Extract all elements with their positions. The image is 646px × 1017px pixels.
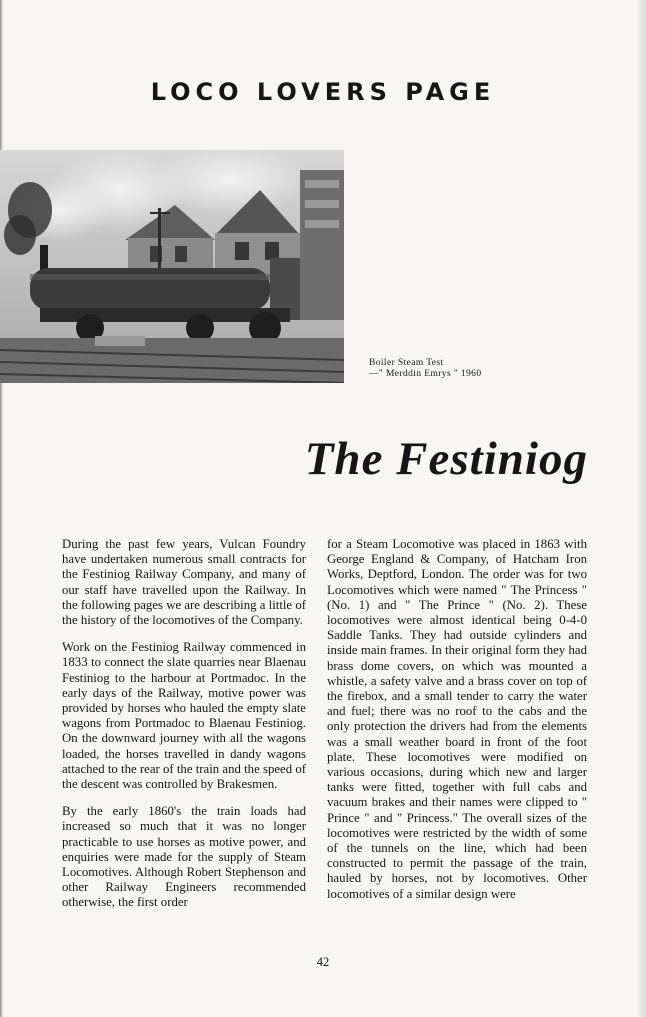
page-edge — [638, 0, 646, 1017]
paragraph: During the past few years, Vulcan Foundry have undertaken numerous small contracts for the Festiniog Railway Company, and many of our staff have travelled upon the Railway. In the following pages we are describing a little of the history of the locomotives of the Company. — [62, 537, 306, 628]
caption-line: —" Merddin Emrys " 1960 — [369, 369, 482, 379]
section-header: LOCO LOVERS PAGE — [150, 78, 496, 106]
locomotive-photo — [0, 150, 344, 383]
paragraph: By the early 1860's the train loads had increased so much that it was no longer practicable to use horses as motive power, and enquiries were made for the supply of Steam Locomotives. Although Robert Stephenson and other Railway Engineers recommended otherwise, the first order — [62, 804, 306, 910]
article-title: The Festiniog — [304, 433, 588, 485]
caption-line: Boiler Steam Test — [369, 358, 444, 368]
paragraph: Work on the Festiniog Railway commenced in 1833 to connect the slate quarries near Blaenau Festiniog to the harbour at Portmadoc. In the early days of the Railway, motive power was provided by horses who hauled the empty slate wagons from Portmadoc to Blaenau Festiniog. On the downward journey with all the wagons loaded, the horses travelled in dandy wagons attached to the rear of the train and the speed of the descent was controlled by Brakesmen. — [62, 640, 306, 792]
page-number: 42 — [316, 955, 330, 969]
article-column-right — [327, 537, 587, 914]
photo-caption — [369, 358, 569, 380]
article-column-left — [62, 537, 306, 923]
paragraph: for a Steam Locomotive was placed in 1863 with George England & Company, of Hatcham Iron Works, Deptford, London. The order was for two Locomotives which were named " The Princess " (No. 1) and " The Prince " (No. 2). These locomotives were almost identical being 0-4-0 Saddle Tanks. They had outside cylinders and inside main frames. In their original form they had brass dome covers, on which was mounted a whistle, a safety valve and a brass cover on top of the firebox, and a small tender to carry the water and fuel; there was no roof to the cabs and the only protection the drivers had from the elements was a small weather board in front of the foot plate. These locomotives were modified on various occasions, during which new and larger tanks were fitted, together with full cabs and vacuum brakes and their names were clipped to " Prince " and " Princess." The overall sizes of the locomotives were restricted by the width of some of the tunnels on the line, which had been constructed to permit the passage of the train, hauled by horses, not by locomotives. Other locomotives of a similar design were — [327, 537, 587, 901]
